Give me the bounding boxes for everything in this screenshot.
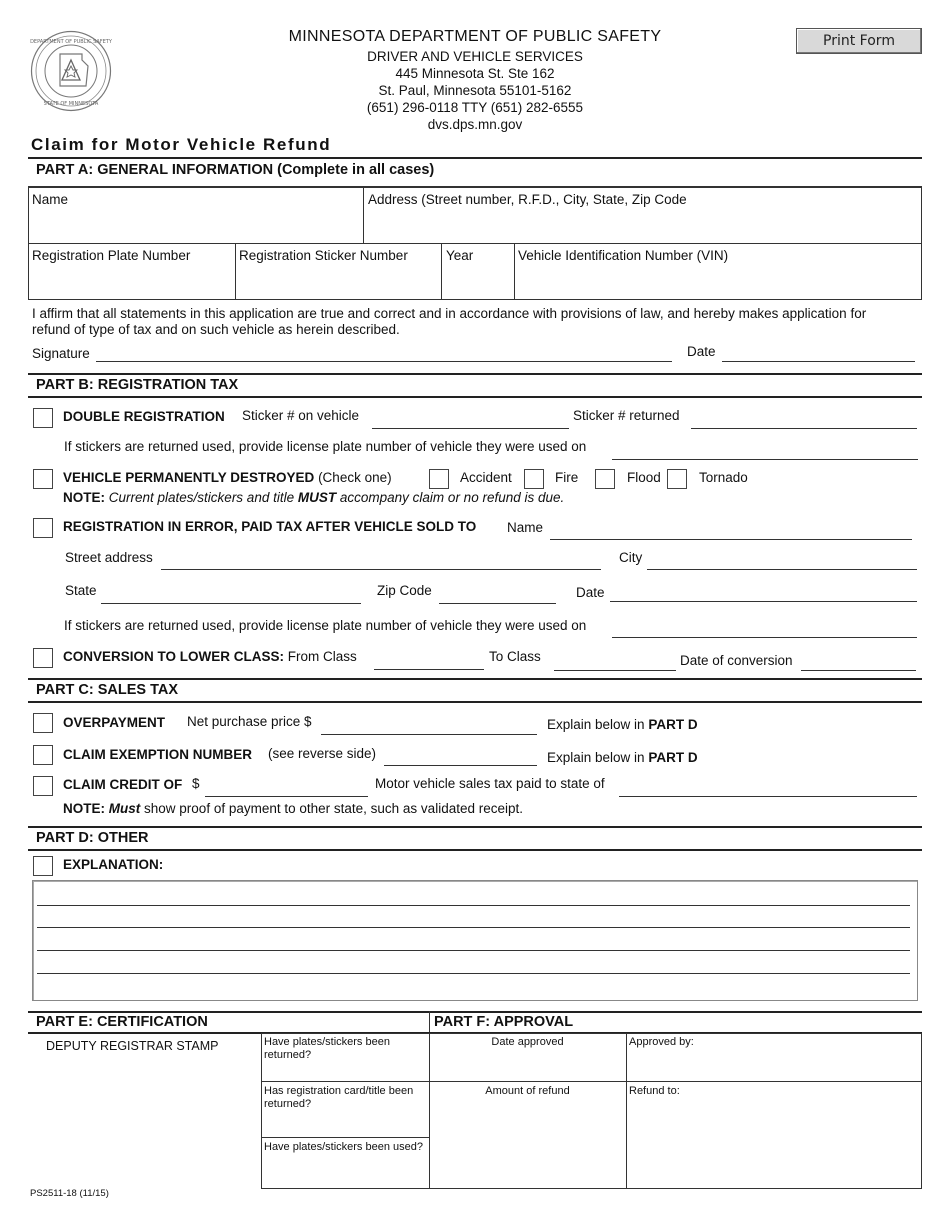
from-class-field[interactable] <box>374 669 484 670</box>
accident-checkbox[interactable] <box>429 469 449 489</box>
part-a-heading: PART A: GENERAL INFORMATION (Complete in all cases) <box>36 162 435 178</box>
street-address: 445 Minnesota St. Ste 162 <box>395 66 555 81</box>
buyer-zip-field[interactable] <box>439 603 556 604</box>
state-seal-icon <box>30 30 112 112</box>
agency-name: MINNESOTA DEPARTMENT OF PUBLIC SAFETY <box>288 28 662 45</box>
date-approved-field[interactable]: Date approved <box>491 1036 564 1048</box>
part-d-heading: PART D: OTHER <box>36 830 149 846</box>
divider <box>28 849 922 851</box>
address-label: Address (Street number, R.F.D., City, State, Zip Code <box>368 192 687 207</box>
name-field[interactable] <box>32 192 68 207</box>
plate-number-field[interactable] <box>32 248 190 263</box>
accident-label: Accident <box>460 470 512 485</box>
double-registration-checkbox[interactable] <box>33 408 53 428</box>
vin-field[interactable] <box>518 248 728 263</box>
divider <box>28 186 922 188</box>
overpayment-checkbox[interactable] <box>33 713 53 733</box>
conversion-date-field[interactable] <box>801 670 916 671</box>
name-label: Name <box>32 192 69 207</box>
form-number: PS2511-18 (11/15) <box>30 1188 109 1199</box>
signature-date-field[interactable] <box>722 361 915 362</box>
to-class-field[interactable] <box>554 670 676 671</box>
divider <box>28 701 922 703</box>
divider <box>514 243 515 300</box>
plate-number-label: Registration Plate Number <box>32 248 191 263</box>
stickers-used-plate-field-2[interactable] <box>612 637 917 638</box>
registration-error-checkbox[interactable] <box>33 518 53 538</box>
plates-returned-question[interactable]: Have plates/stickers been returned? <box>264 1036 390 1061</box>
zip-code-label: Zip Code <box>377 583 432 598</box>
deputy-stamp-label: DEPUTY REGISTRAR STAMP <box>46 1039 219 1053</box>
stickers-used-plate-field[interactable] <box>612 459 918 460</box>
exemption-number-field[interactable] <box>384 765 537 766</box>
conversion-label: CONVERSION TO LOWER CLASS: From Class <box>63 649 357 664</box>
conversion-checkbox[interactable] <box>33 648 53 668</box>
ruled-line <box>37 905 910 906</box>
destroyed-note: NOTE: Current plates/stickers and title MUST accompany claim or no refund is due. <box>63 490 565 505</box>
website: dvs.dps.mn.gov <box>427 117 523 132</box>
claim-exemption-label: CLAIM EXEMPTION NUMBER <box>63 747 252 762</box>
divider <box>28 243 922 244</box>
part-c-heading: PART C: SALES TAX <box>36 682 179 698</box>
explain-note: Explain below in PART D <box>547 717 698 732</box>
divider <box>28 396 922 398</box>
buyer-street-field[interactable] <box>161 569 601 570</box>
to-class-label: To Class <box>489 649 541 664</box>
divider <box>28 373 922 375</box>
sticker-on-vehicle-field[interactable] <box>372 428 569 429</box>
form-title: Claim for Motor Vehicle Refund <box>31 135 332 154</box>
sticker-on-vehicle-label: Sticker # on vehicle <box>242 408 360 423</box>
city-address: St. Paul, Minnesota 55101-5162 <box>378 83 572 98</box>
divider <box>28 678 922 680</box>
divider <box>28 826 922 828</box>
claim-credit-checkbox[interactable] <box>33 776 53 796</box>
divider <box>441 243 442 300</box>
ruled-line <box>37 950 910 951</box>
sticker-returned-label: Sticker # returned <box>573 408 680 423</box>
credit-amount-field[interactable] <box>205 796 368 797</box>
explanation-checkbox[interactable] <box>33 856 53 876</box>
phone-numbers: (651) 296-0118 TTY (651) 282-6555 <box>366 100 584 115</box>
date-label: Date <box>687 344 716 359</box>
sale-date-label: Date <box>576 585 605 600</box>
address-field[interactable] <box>368 192 687 207</box>
stickers-used-label: If stickers are returned used, provide license plate number of vehicle they were used on <box>64 618 587 633</box>
credit-note: NOTE: Must show proof of payment to other state, such as validated receipt. <box>63 801 523 816</box>
approved-by-field[interactable]: Approved by: <box>629 1036 694 1048</box>
refund-to-field[interactable]: Refund to: <box>629 1085 680 1097</box>
divider <box>363 186 364 243</box>
year-field[interactable] <box>446 248 473 263</box>
divider <box>28 157 922 159</box>
sticker-number-field[interactable] <box>239 248 408 263</box>
registration-error-label: REGISTRATION IN ERROR, PAID TAX AFTER VEHICLE SOLD TO <box>63 519 477 534</box>
tornado-checkbox[interactable] <box>667 469 687 489</box>
explanation-textarea[interactable] <box>32 880 918 1001</box>
divider <box>626 1033 627 1189</box>
part-b-heading: PART B: REGISTRATION TAX <box>36 377 239 393</box>
vehicle-destroyed-checkbox[interactable] <box>33 469 53 489</box>
division-name: DRIVER AND VEHICLE SERVICES <box>367 49 583 64</box>
tornado-label: Tornado <box>699 470 748 485</box>
net-price-field[interactable] <box>321 734 537 735</box>
street-address-label: Street address <box>65 550 153 565</box>
svg-text:STATE OF MINNESOTA: STATE OF MINNESOTA <box>43 101 99 107</box>
other-state-field[interactable] <box>619 796 917 797</box>
divider <box>429 1033 430 1189</box>
signature-label: Signature <box>32 346 90 361</box>
claim-exemption-checkbox[interactable] <box>33 745 53 765</box>
fire-checkbox[interactable] <box>524 469 544 489</box>
sticker-returned-field[interactable] <box>691 428 917 429</box>
stickers-used-label: If stickers are returned used, provide license plate number of vehicle they were used on <box>64 439 587 454</box>
dollar-sign: $ <box>192 776 200 791</box>
buyer-name-field[interactable] <box>550 539 912 540</box>
claim-credit-label: CLAIM CREDIT OF <box>63 777 183 792</box>
year-label: Year <box>446 248 474 263</box>
city-label: City <box>619 550 643 565</box>
ruled-line <box>37 973 910 974</box>
divider <box>261 1137 429 1138</box>
plates-used-question[interactable]: Have plates/stickers been used? <box>264 1141 423 1153</box>
divider <box>429 1011 430 1033</box>
sticker-number-label: Registration Sticker Number <box>239 248 408 263</box>
vehicle-destroyed-label: VEHICLE PERMANENTLY DESTROYED (Check one) <box>63 470 392 485</box>
net-price-label: Net purchase price $ <box>187 714 312 729</box>
divider <box>261 1081 922 1082</box>
buyer-state-field[interactable] <box>101 603 361 604</box>
conversion-date-label: Date of conversion <box>680 653 793 668</box>
see-reverse-label: (see reverse side) <box>268 746 377 761</box>
state-label: State <box>65 583 97 598</box>
divider <box>28 1011 922 1013</box>
explain-note: Explain below in PART D <box>547 750 698 765</box>
print-form-button[interactable]: Print Form <box>796 28 922 54</box>
signature-field[interactable] <box>96 361 672 362</box>
svg-text:DEPARTMENT OF PUBLIC SAFETY: DEPARTMENT OF PUBLIC SAFETY <box>30 39 112 45</box>
part-f-heading: PART F: APPROVAL <box>434 1014 574 1030</box>
affirmation-text: refund of type of tax and on such vehicle as herein described. <box>32 322 400 337</box>
explanation-label: EXPLANATION: <box>63 857 164 872</box>
flood-label: Flood <box>627 470 661 485</box>
ruled-line <box>37 927 910 928</box>
sale-date-field[interactable] <box>610 601 917 602</box>
refund-amount-field[interactable]: Amount of refund <box>485 1085 570 1097</box>
double-registration-label: DOUBLE REGISTRATION <box>63 409 225 424</box>
buyer-city-field[interactable] <box>647 569 917 570</box>
mv-tax-label: Motor vehicle sales tax paid to state of <box>375 776 605 791</box>
fire-label: Fire <box>555 470 579 485</box>
flood-checkbox[interactable] <box>595 469 615 489</box>
vin-label: Vehicle Identification Number (VIN) <box>518 248 729 263</box>
part-e-heading: PART E: CERTIFICATION <box>36 1014 208 1030</box>
divider <box>235 243 236 300</box>
overpayment-label: OVERPAYMENT <box>63 715 166 730</box>
buyer-name-label: Name <box>507 520 544 535</box>
registration-returned-question[interactable]: Has registration card/title been returned? <box>264 1085 414 1110</box>
affirmation-text: I affirm that all statements in this application are true and correct and in accordance with provisions of law, and hereby makes application for <box>32 306 867 321</box>
